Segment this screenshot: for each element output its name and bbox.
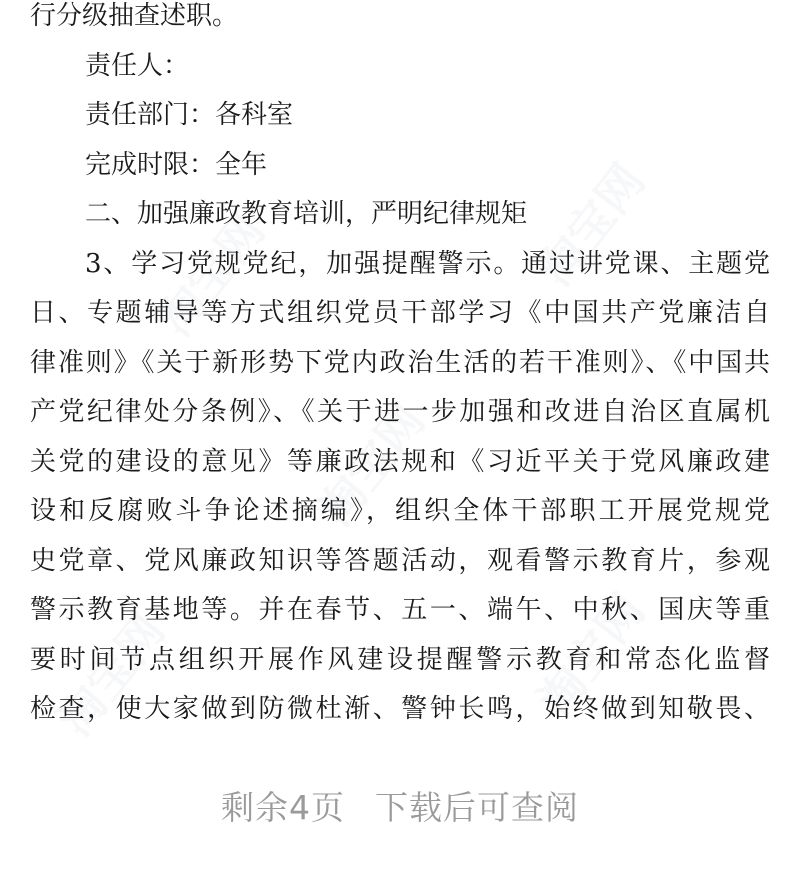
remaining-pages-text: 剩余4页 [221,788,345,827]
paragraph-line: 警示教育基地等。并在春节、五一、端午、中秋、国庆等重 [30,595,770,625]
paragraph-line: 产党纪律处分条例》、《关于进一步加强和改进自治区直属机 [30,397,770,427]
paragraph-line: 关党的建设的意见》等廉政法规和《习近平关于党风廉政建 [30,446,770,477]
paragraph-line: 要时间节点组织开展作风建设提醒警示教育和常态化监督 [30,644,770,675]
watermark: 淘宝网 [47,603,176,746]
watermark: 淘宝网 [527,153,656,296]
paragraph-line: 设和反腐败斗争论述摘编》，组织全体干部职工开展党规党 [30,496,770,526]
download-prompt[interactable] [0,782,800,829]
watermark: 淘宝网 [527,583,656,726]
paragraph-line: 检查，使大家做到防微杜渐、警钟长鸣，始终做到知敬畏、 [30,694,770,724]
deadline-line: 完成时限：全年 [85,149,268,180]
paragraph-line: 日、专题辅导等方式组织党员干部学习《中国共产党廉洁自 [30,298,770,328]
document-body [30,0,770,735]
watermark: 淘宝网 [307,393,436,536]
responsible-department-line: 责任部门：各科室 [85,100,294,130]
watermark: 淘宝网 [147,203,276,346]
paragraph-line: 律准则》《关于新形势下党内政治生活的若干准则》、《中国共 [30,347,770,378]
download-to-view-text: 下载后可查阅 [375,788,579,827]
section-heading: 二、加强廉政教育培训，严明纪律规矩 [85,199,528,229]
paragraph-line: 3、学习党规党纪，加强提醒警示。通过讲党课、主题党 [85,248,770,279]
responsible-person-line: 责任人： [85,50,190,81]
paragraph-line: 史党章、党风廉政知识等答题活动，观看警示教育片，参观 [30,545,770,576]
paragraph-line: 行分级抽查述职。 [30,1,239,31]
